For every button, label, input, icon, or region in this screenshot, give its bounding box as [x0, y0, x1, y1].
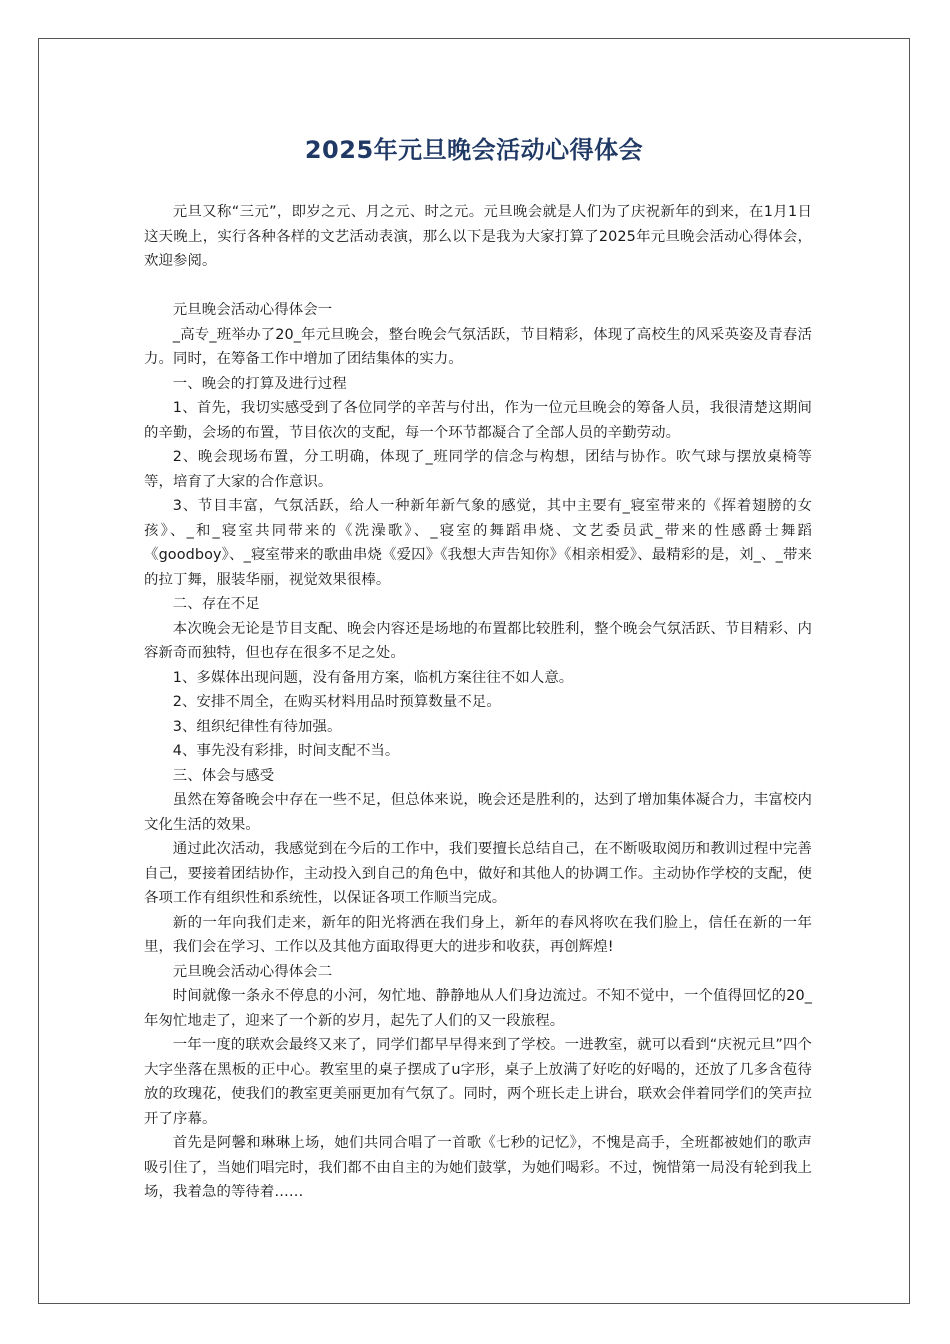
body-paragraph: 1、首先，我切实感受到了各位同学的辛苦与付出，作为一位元旦晚会的筹备人员，我很清楚这期间的辛勤，会场的布置，节目依次的支配，每一个环节都凝合了全部人员的辛勤劳动。 [144, 400, 812, 441]
paragraph-gap [144, 274, 812, 299]
section-heading: 一、晚会的打算及进行过程 [172, 375, 347, 392]
section-heading: 元旦晚会活动心得体会一 [172, 302, 333, 318]
section-heading: 元旦晚会活动心得体会二 [172, 963, 333, 980]
list-item: 4、事先没有彩排，时间支配不当。 [172, 743, 400, 759]
body-paragraph: _高专_班举办了20_年元旦晚会，整台晚会气氛活跃，节目精彩，体现了高校生的风采英姿及青春活力。同时，在筹备工作中增加了团结集体的实力。 [144, 326, 812, 367]
list-item: 2、安排不周全，在购买材料用品时预算数量不足。 [172, 694, 501, 710]
document-body [144, 200, 812, 1205]
section-heading: 三、体会与感受 [172, 767, 275, 784]
list-item: 3、组织纪律性有待加强。 [172, 718, 342, 735]
document-title: 2025年元旦晚会活动心得体会 [304, 136, 644, 164]
body-paragraph: 首先是阿馨和琳琳上场，她们共同合唱了一首歌《七秒的记忆》，不愧是高手，全班都被她们的歌声吸引住了，当她们唱完时，我们都不由自主的为她们鼓掌，为她们喝彩。不过，惋惜第一局没有轮到我上场，我着急的等待着…… [144, 1135, 812, 1200]
body-paragraph: 新的一年向我们走来，新年的阳光将洒在我们身上，新年的春风将吹在我们脸上，信任在新的一年里，我们会在学习、工作以及其他方面取得更大的进步和收获，再创辉煌! [144, 914, 812, 955]
body-paragraph: 3、节目丰富，气氛活跃，给人一种新年新气象的感觉，其中主要有_寝室带来的《挥着翅膀的女孩》、_和_寝室共同带来的《洗澡歌》、_寝室的舞蹈串烧、文艺委员武_带来的性感爵士舞蹈《goodboy》、_寝室带来的歌曲串烧《爱囚》《我想大声告知你》《相亲相爱》、最精彩的是，刘_、_带来的拉丁舞，服装华丽，视觉效果很棒。 [144, 498, 812, 588]
intro-paragraph: 元旦又称“三元”，即岁之元、月之元、时之元。元旦晚会就是人们为了庆祝新年的到来，在1月1日这天晚上，实行各种各样的文艺活动表演，那么以下是我为大家打算了2025年元旦晚会活动心得体会，欢迎参阅。 [144, 204, 812, 269]
list-item: 1、多媒体出现问题，没有备用方案，临机方案往往不如人意。 [172, 669, 574, 686]
body-paragraph: 2、晚会现场布置，分工明确，体现了_班同学的信念与构想，团结与协作。吹气球与摆放桌椅等等，培育了大家的合作意识。 [144, 449, 812, 490]
body-paragraph: 一年一度的联欢会最终又来了，同学们都早早得来到了学校。一进教室，就可以看到“庆祝元旦”四个大字坐落在黑板的正中心。教室里的桌子摆成了u字形，桌子上放满了好吃的好喝的，还放了几多含苞待放的玫瑰花，使我们的教室更美丽更加有气氛了。同时，两个班长走上讲台，联欢会伴着同学们的笑声拉开了序幕。 [144, 1037, 812, 1127]
body-paragraph: 时间就像一条永不停息的小河，匆忙地、静静地从人们身边流过。不知不觉中，一个值得回忆的20_年匆忙地走了，迎来了一个新的岁月，起先了人们的又一段旅程。 [144, 988, 812, 1029]
body-paragraph: 本次晚会无论是节目支配、晚会内容还是场地的布置都比较胜利，整个晚会气氛活跃、节目精彩、内容新奇而独特，但也存在很多不足之处。 [144, 620, 812, 661]
body-paragraph: 虽然在筹备晚会中存在一些不足，但总体来说，晚会还是胜利的，达到了增加集体凝合力，丰富校内文化生活的效果。 [144, 792, 812, 833]
section-heading: 二、存在不足 [172, 596, 260, 612]
body-paragraph: 通过此次活动，我感觉到在今后的工作中，我们要擅长总结自己，在不断吸取阅历和教训过程中完善自己，要接着团结协作，主动投入到自己的角色中，做好和其他人的协调工作。主动协作学校的支配，使各项工作有组织性和系统性，以保证各项工作顺当完成。 [144, 841, 812, 906]
